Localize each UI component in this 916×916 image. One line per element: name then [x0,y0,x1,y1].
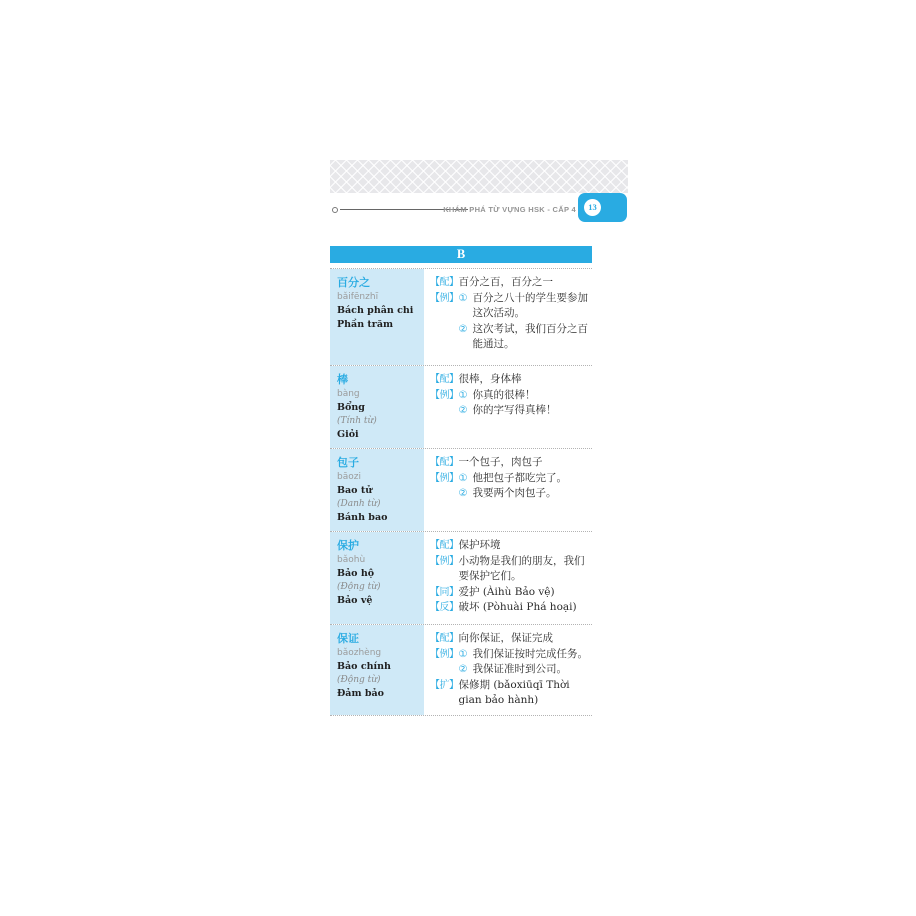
section-letter-bar: B [330,246,592,263]
vocab-entry-row [330,366,592,449]
item-number: ② [458,323,468,335]
example-text: 我保证准时到公司。 [472,663,567,675]
item-number: ① [458,292,468,304]
antonym-text: 破坏 (Pòhuài Phá hoại) [458,601,577,613]
headword: 百分之 [337,277,370,289]
example-text: 我要两个肉包子。 [472,487,557,499]
example-item [459,486,590,502]
example-item [459,403,590,419]
headword-cell [330,449,424,531]
example-list [459,291,590,353]
collocation-block [430,631,589,647]
synonym-text: 爱护 (Àihù Bảo vệ) [458,585,555,598]
tag-label: 【例】 [430,648,459,660]
part-of-speech: (Tính từ) [337,416,377,426]
collocation-block [430,455,589,471]
example-list [459,388,590,419]
hanviet-reading: Bổng [337,402,365,413]
diamond-pattern-band [330,160,628,193]
headword-cell [330,532,424,624]
vocab-entry-row [330,449,592,532]
headword: 保证 [337,633,359,645]
definition-cell [424,449,592,531]
headword: 棒 [337,374,348,386]
hanviet-reading: Bao tử [337,485,373,496]
collocation-block [430,372,589,388]
example-block [430,388,589,419]
expansion-block [430,678,589,709]
vietnamese-meaning: Đảm bảo [337,688,384,699]
expansion-text: 保修期 (bǎoxiūqī Thời gian bảo hành) [458,678,570,706]
item-number: ① [458,472,468,484]
tag-label: 【配】 [430,374,459,385]
example-text: 我们保证按时完成任务。 [472,647,588,660]
collocation-text: 百分之百，百分之一 [458,276,553,288]
example-text: 你的字写得真棒！ [472,404,557,416]
tag-label: 【例】 [430,389,459,401]
part-of-speech: (Động từ) [337,675,381,685]
collocation-text: 很棒，身体棒 [458,373,522,385]
tag-label: 【配】 [430,457,459,468]
collocation-text: 保护环境 [458,539,501,551]
example-text: 你真的很棒！ [472,388,536,401]
example-list [459,471,590,502]
item-number: ② [458,405,468,416]
tag-label: 【配】 [430,633,459,644]
example-item [459,471,590,487]
hanviet-reading: Bảo chính [337,661,391,672]
diamond-pattern [330,160,628,193]
vocab-entry-row [330,625,592,716]
collocation-text: 一个包子，肉包子 [458,456,543,468]
vocab-table [330,268,592,716]
vocab-entry-row [330,269,592,366]
synonym-block [430,585,589,601]
item-number: ② [458,488,468,499]
hanviet-reading: Bách phân chi [337,305,414,316]
vietnamese-meaning: Giỏi [337,429,359,440]
tag-label: 【同】 [430,586,459,598]
item-number: ② [458,664,468,675]
headword-cell [330,366,424,448]
example-block [430,471,589,502]
vietnamese-meaning: Bảo vệ [337,595,373,606]
part-of-speech: (Danh từ) [337,499,381,509]
collocation-block [430,275,589,291]
vietnamese-meaning: Bánh bao [337,512,388,523]
pinyin: bāozi [337,472,361,482]
tag-label: 【配】 [430,540,459,551]
example-text: 这次考试，我们百分之百能通过。 [472,322,588,350]
tag-label: 【反】 [430,602,459,613]
pinyin: bǎohù [337,555,366,565]
collocation-text: 向你保证，保证完成 [458,632,553,644]
example-text: 小动物是我们的朋友，我们要保护它们。 [458,554,585,582]
example-item [459,388,590,404]
headword-cell [330,269,424,365]
running-head-title: KHÁM PHÁ TỪ VỰNG HSK - CẤP 4 [443,205,576,214]
example-item [459,662,590,678]
part-of-speech: (Động từ) [337,582,381,592]
definition-cell [424,625,592,715]
headword-cell [330,625,424,715]
example-block [430,554,589,585]
example-text: 百分之八十的学生要参加这次活动。 [472,291,588,319]
tag-label: 【例】 [430,555,459,567]
tag-label: 【例】 [430,472,459,484]
item-number: ① [458,648,468,660]
pinyin: bǎozhèng [337,648,382,658]
pinyin: bǎifēnzhī [337,292,379,302]
antonym-block [430,600,589,616]
vocab-entry-row [330,532,592,625]
definition-cell [424,269,592,365]
definition-cell [424,366,592,448]
example-list [459,647,590,678]
hanviet-reading: Bảo hộ [337,568,375,579]
tag-label: 【例】 [430,292,459,304]
example-block [430,291,589,353]
item-number: ① [458,389,468,401]
headword: 包子 [337,457,359,469]
page-number: 13 [584,199,601,216]
tag-label: 【扩】 [430,679,459,691]
example-item [459,291,590,322]
pinyin: bàng [337,389,360,399]
example-item [459,647,590,663]
example-item [459,322,590,353]
headword: 保护 [337,540,359,552]
example-block [430,647,589,678]
vietnamese-meaning: Phần trăm [337,319,394,330]
page-number-tab [578,193,627,222]
tag-label: 【配】 [430,277,459,288]
definition-cell [424,532,592,624]
collocation-block [430,538,589,554]
example-text: 他把包子都吃完了。 [472,471,567,484]
